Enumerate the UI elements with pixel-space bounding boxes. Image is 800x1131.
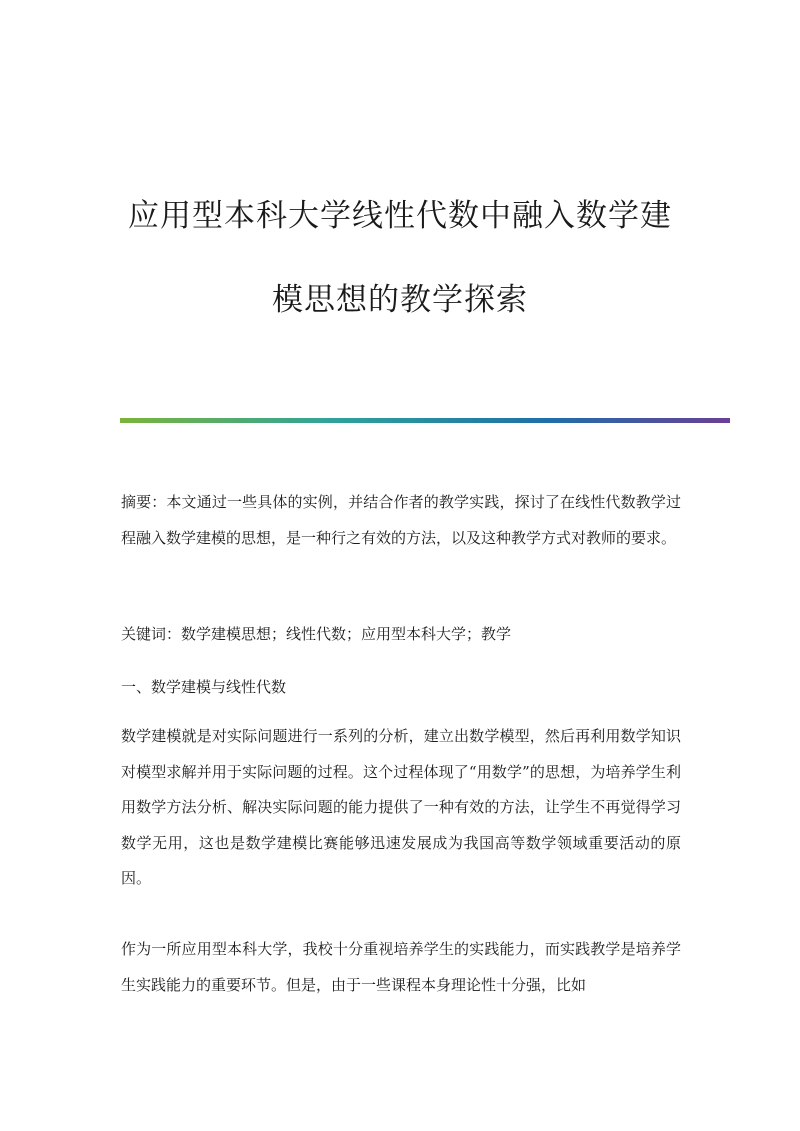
section-heading: 一、数学建模与线性代数: [121, 678, 287, 696]
body-paragraph-2: 作为一所应用型本科大学，我校十分重视培养学生的实践能力，而实践教学是培养学生实践能力的重要环节。但是，由于一些课程本身理论性十分强，比如: [121, 940, 681, 994]
title-divider: [120, 418, 730, 423]
document-title-line-1: 应用型本科大学线性代数中融入数学建: [128, 198, 672, 234]
body-paragraph-1: 数学建模就是对实际问题进行一系列的分析，建立出数学模型，然后再利用数学知识对模型求解并用于实际问题的过程。这个过程体现了“用数学”的思想，为培养学生利用数学方法分析、解决实际问题的能力提供了一种有效的方法，让学生不再觉得学习数学无用，这也是数学建模比赛能够迅速发展成为我国高等数学领域重要活动的原因。: [121, 727, 681, 887]
keywords-line: 关键词：数学建模思想；线性代数；应用型本科大学；教学: [121, 625, 512, 643]
abstract-paragraph: 摘要：本文通过一些具体的实例，并结合作者的教学实践，探讨了在线性代数教学过程融入数学建模的思想，是一种行之有效的方法，以及这种教学方式对教师的要求。: [121, 493, 681, 547]
document-title-line-2: 模思想的教学探索: [272, 282, 528, 318]
